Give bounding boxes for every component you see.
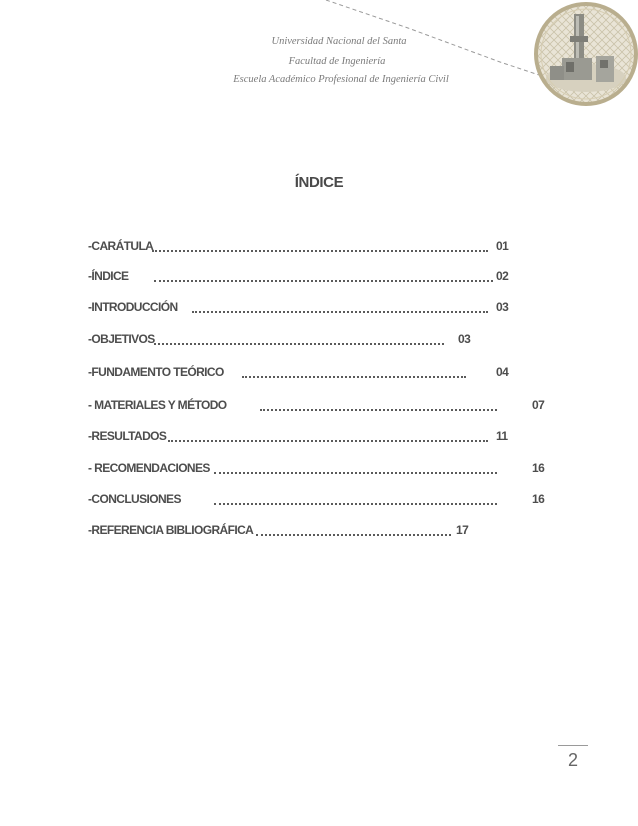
toc-entry-label: -CARÁTULA xyxy=(88,239,154,253)
page-number: 2 xyxy=(567,750,578,770)
toc-entry-introduccion xyxy=(88,299,568,315)
toc-dot-leader xyxy=(256,526,451,536)
toc-entry-page: 03 xyxy=(458,332,471,346)
university-name: Universidad Nacional del Santa xyxy=(271,36,407,47)
toc-dot-leader xyxy=(192,303,488,313)
toc-entry-caratula xyxy=(88,238,568,254)
toc-entry-label: -REFERENCIA BIBLIOGRÁFICA xyxy=(88,523,254,537)
toc-entry-objetivos xyxy=(88,331,568,347)
toc-entry-page: 16 xyxy=(532,492,545,506)
toc-entry-label: - RECOMENDACIONES xyxy=(88,461,210,475)
toc-dot-leader xyxy=(214,495,497,505)
toc-entry-label: -INTRODUCCIÓN xyxy=(88,300,178,314)
toc-entry-page: 07 xyxy=(532,398,545,412)
toc-entry-resultados xyxy=(88,428,568,444)
index-title: ÍNDICE xyxy=(294,174,344,191)
toc-entry-conclusiones xyxy=(88,491,568,507)
toc-entry-indice xyxy=(88,268,568,284)
toc-entry-label: -RESULTADOS xyxy=(88,429,167,443)
toc-entry-page: 11 xyxy=(496,429,508,443)
toc-dot-leader xyxy=(154,335,444,345)
toc-entry-label: - MATERIALES Y MÉTODO xyxy=(88,398,227,412)
toc-entry-recomendaciones xyxy=(88,460,568,476)
toc-dot-leader xyxy=(152,242,488,252)
toc-entry-fundamento-teorico xyxy=(88,364,568,380)
toc-entry-page: 16 xyxy=(532,461,545,475)
toc-dot-leader xyxy=(260,401,497,411)
toc-dot-leader xyxy=(242,368,466,378)
toc-entry-page: 04 xyxy=(496,365,509,379)
toc-entry-page: 02 xyxy=(496,269,509,283)
school-name: Escuela Académico Profesional de Ingeniería Civil xyxy=(233,74,449,85)
university-seal-logo xyxy=(526,0,638,108)
toc-entry-materiales-metodo xyxy=(88,397,568,413)
toc-dot-leader xyxy=(214,464,497,474)
toc-entry-page: 01 xyxy=(496,239,509,253)
toc-entry-page: 17 xyxy=(456,523,469,537)
toc-dot-leader xyxy=(154,272,493,282)
toc-entry-label: -FUNDAMENTO TEÓRICO xyxy=(88,365,224,379)
toc-entry-referencia-bibliografica xyxy=(88,522,568,538)
toc-entry-label: -CONCLUSIONES xyxy=(88,492,181,506)
toc-entry-page: 03 xyxy=(496,300,509,314)
toc-dot-leader xyxy=(168,432,488,442)
toc-entry-label: -ÍNDICE xyxy=(88,269,129,283)
faculty-name: Facultad de Ingeniería xyxy=(288,56,386,67)
toc-entry-label: -OBJETIVOS xyxy=(88,332,155,346)
page-number-rule xyxy=(558,745,588,746)
